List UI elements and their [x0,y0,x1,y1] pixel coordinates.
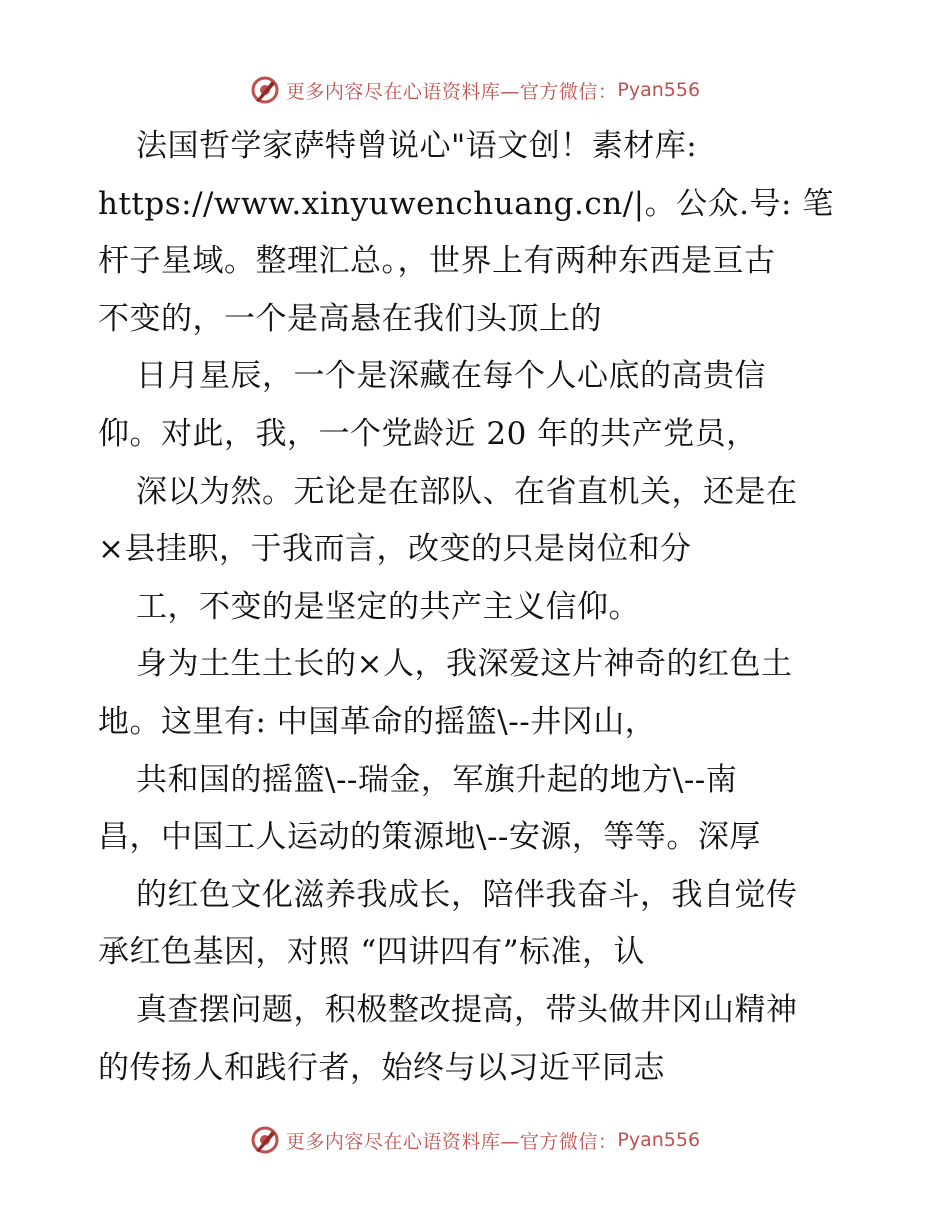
text-line: 的红色文化滋养我成长，陪伴我奋斗，我自觉传 [136,876,798,913]
banner-wechat-id: Pyan556 [617,1129,701,1151]
header-banner [0,70,950,110]
text-line: 的传扬人和践行者，始终与以习近平同志 [98,1049,665,1086]
text-line: 深以为然。无论是在部队、在省直机关，还是在 [136,473,798,510]
banner-text: 更多内容尽在心语资料库—官方微信： [285,80,618,103]
quill-logo-icon [250,1125,280,1155]
text-line: 身为土生土长的×人，我深爱这片神奇的红色土 [136,646,793,683]
text-line: 不变的，一个是高悬在我们头顶上的 [98,300,602,337]
text-line: 地。这里有: 中国革命的摇篮\--井冈山， [98,703,657,740]
banner-text: 更多内容尽在心语资料库—官方微信： [285,1130,618,1153]
text-line: 法国哲学家萨特曾说心"语文创！素材库: [136,128,698,164]
text-line: 仰。对此，我，一个党龄近 20 年的共产党员， [98,415,758,452]
text-line: 杆子星域。整理汇总。，世界上有两种东西是亘古 [98,243,776,280]
document-body [98,118,858,1097]
text-line: 承红色基因，对照 “四讲四有”标准，认 [98,934,646,971]
text-line: https://www.xinyuwenchuang.cn/|。公众.号: 笔 [98,185,834,222]
text-line: 共和国的摇篮\--瑞金，军旗升起的地方\--南 [136,761,738,798]
text-line: 工，不变的是坚定的共产主义信仰。 [136,588,640,625]
text-line: 昌，中国工人运动的策源地\--安源，等等。深厚 [98,819,761,856]
quill-logo-icon [250,75,280,105]
text-line: ×县挂职，于我而言，改变的只是岗位和分 [98,531,692,568]
text-line: 真查摆问题，积极整改提高，带头做井冈山精神 [136,991,798,1028]
text-line: 日月星辰，一个是深藏在每个人心底的高贵信 [136,358,766,395]
banner-wechat-id: Pyan556 [617,79,701,101]
footer-banner [0,1120,950,1160]
